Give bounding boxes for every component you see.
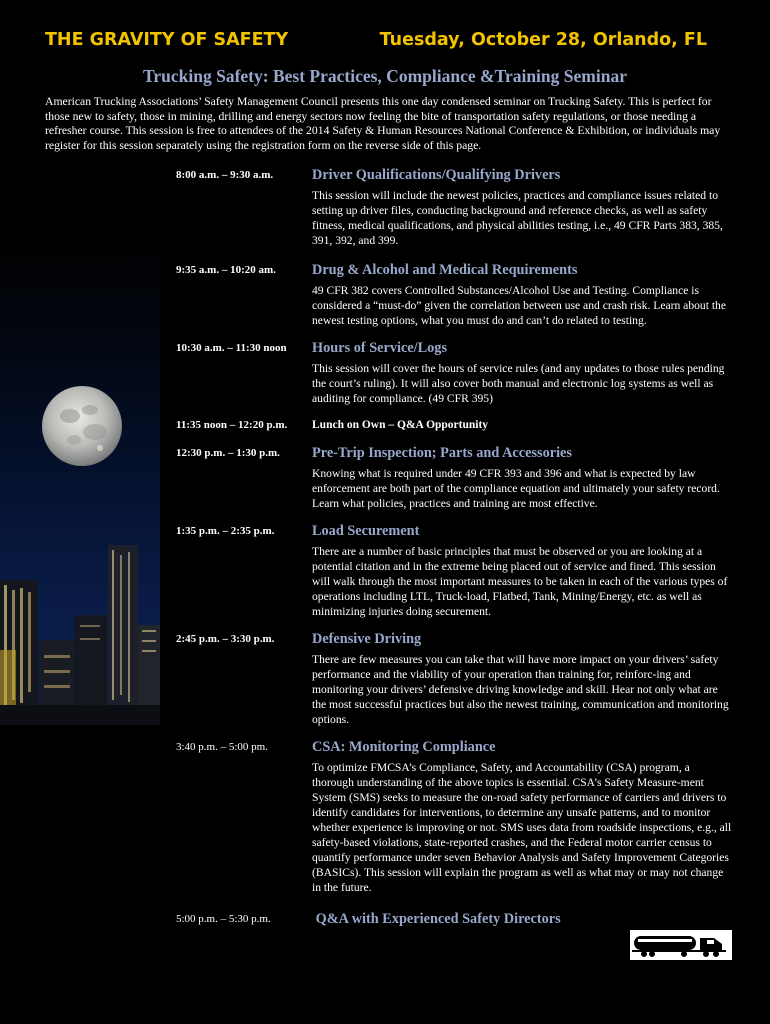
session-title: CSA: Monitoring Compliance — [312, 739, 496, 755]
session-description: This session will include the newest policies, practices and compliance issues related to setting up driver files, conducting background and reference checks, as well as safety fitness, medical qualifications, and physical abilities testing, i.e., 49 CFR Parts 383, 385, 391, 392, and 399. — [312, 189, 723, 247]
session-title: Drug & Alcohol and Medical Requirements — [312, 262, 578, 278]
session-description: 49 CFR 382 covers Controlled Substances/Alcohol Use and Testing. Compliance is considered a “must-do” given the correlation between use and crash risk. Learn about the newest testing options, what you must do and can’t do related to testing. — [312, 284, 726, 327]
session-time: 10:30 a.m. – 11:30 noon — [176, 342, 287, 354]
session-title: Driver Qualifications/Qualifying Drivers — [312, 167, 561, 183]
city-skyline-image — [0, 530, 160, 725]
truck-icon — [630, 930, 732, 960]
session-title: Hours of Service/Logs — [312, 340, 448, 356]
session-time: 3:40 p.m. – 5:00 pm. — [176, 741, 268, 753]
session-time: 11:35 noon – 12:20 p.m. — [176, 419, 288, 431]
session-time: 5:00 p.m. – 5:30 p.m. — [176, 913, 271, 925]
seminar-title: Trucking Safety: Best Practices, Compliance &Training Seminar — [143, 66, 627, 86]
session-title: Defensive Driving — [312, 631, 422, 647]
event-date-location: Tuesday, October 28, Orlando, FL — [379, 30, 707, 50]
session-title: Pre-Trip Inspection; Parts and Accessories — [312, 445, 572, 461]
session-time: 9:35 a.m. – 10:20 am. — [176, 264, 276, 276]
session-description: Knowing what is required under 49 CFR 393 and 396 and what is expected by law enforcement are both part of the compliance equation and ultimately your safety record. Learn what policies, practices and training are most effective. — [312, 467, 720, 510]
session-description: To optimize FMCSA’s Compliance, Safety, and Accountability (CSA) program, a thorough understanding of the above topics is essential. CSA’s Safety Measure-ment System (SMS) seeks to measure the on-road safety performance of carriers and drivers to identify candidates for interventions, to determine any unsafe patterns, and to monitor whether experience is improving or not. SMS uses data from roadside inspections, e.g., all safety-based violations, state-reported crashes, and the Federal motor carrier census to quantify performance under seven Behavior Analysis and Safety Improvement Categories (BASICs). This session will explain the program as well as what may or may not change in the future. — [312, 761, 732, 894]
session-title: Lunch on Own – Q&A Opportunity — [312, 419, 489, 431]
session-description: This session will cover the hours of service rules (and any updates to those rules pending the court’s ruling). It will also cover both manual and electronic log systems as well as auditing for compliance. (49 CFR 395) — [312, 362, 725, 405]
session-time: 2:45 p.m. – 3:30 p.m. — [176, 633, 275, 645]
session-time: 1:35 p.m. – 2:35 p.m. — [176, 525, 275, 537]
session-time: 12:30 p.m. – 1:30 p.m. — [176, 447, 280, 459]
intro-paragraph: American Trucking Associations’ Safety Management Council presents this one day condensed seminar on Trucking Safety. This is perfect for those new to safety, those in mining, drilling and energy sectors now feeling the bite of transportation safety regulations, or those needing a refresher course. This session is free to attendees of the 2014 Safety & Human Resources National Conference & Exhibition, or individuals may register for this session separately using the registration form on the reverse side of this page. — [45, 95, 721, 152]
session-title: Load Securement — [312, 523, 420, 539]
session-title: Q&A with Experienced Safety Directors — [312, 911, 561, 927]
event-tagline: THE GRAVITY OF SAFETY — [45, 30, 289, 50]
session-description: There are few measures you can take that will have more impact on your drivers’ safety performance and the viability of your operation than training for, reinforc-ing and monitoring your drivers’ defensive driving knowledge and skill. Hear not only what are the most successful practices but also the newest training, communication and monitoring options. — [312, 653, 729, 726]
moon-image — [40, 384, 124, 468]
session-description: There are a number of basic principles that must be observed or you are looking at a potential citation and in the extreme being placed out of service and fined. This session will walk through the most important measures to be taken in each of the various types of operations including LTL, Truck-load, Flatbed, Tank, Mining/Energy, etc. as well as minimizing injuries doing securement. — [312, 545, 728, 618]
session-time: 8:00 a.m. – 9:30 a.m. — [176, 169, 274, 181]
